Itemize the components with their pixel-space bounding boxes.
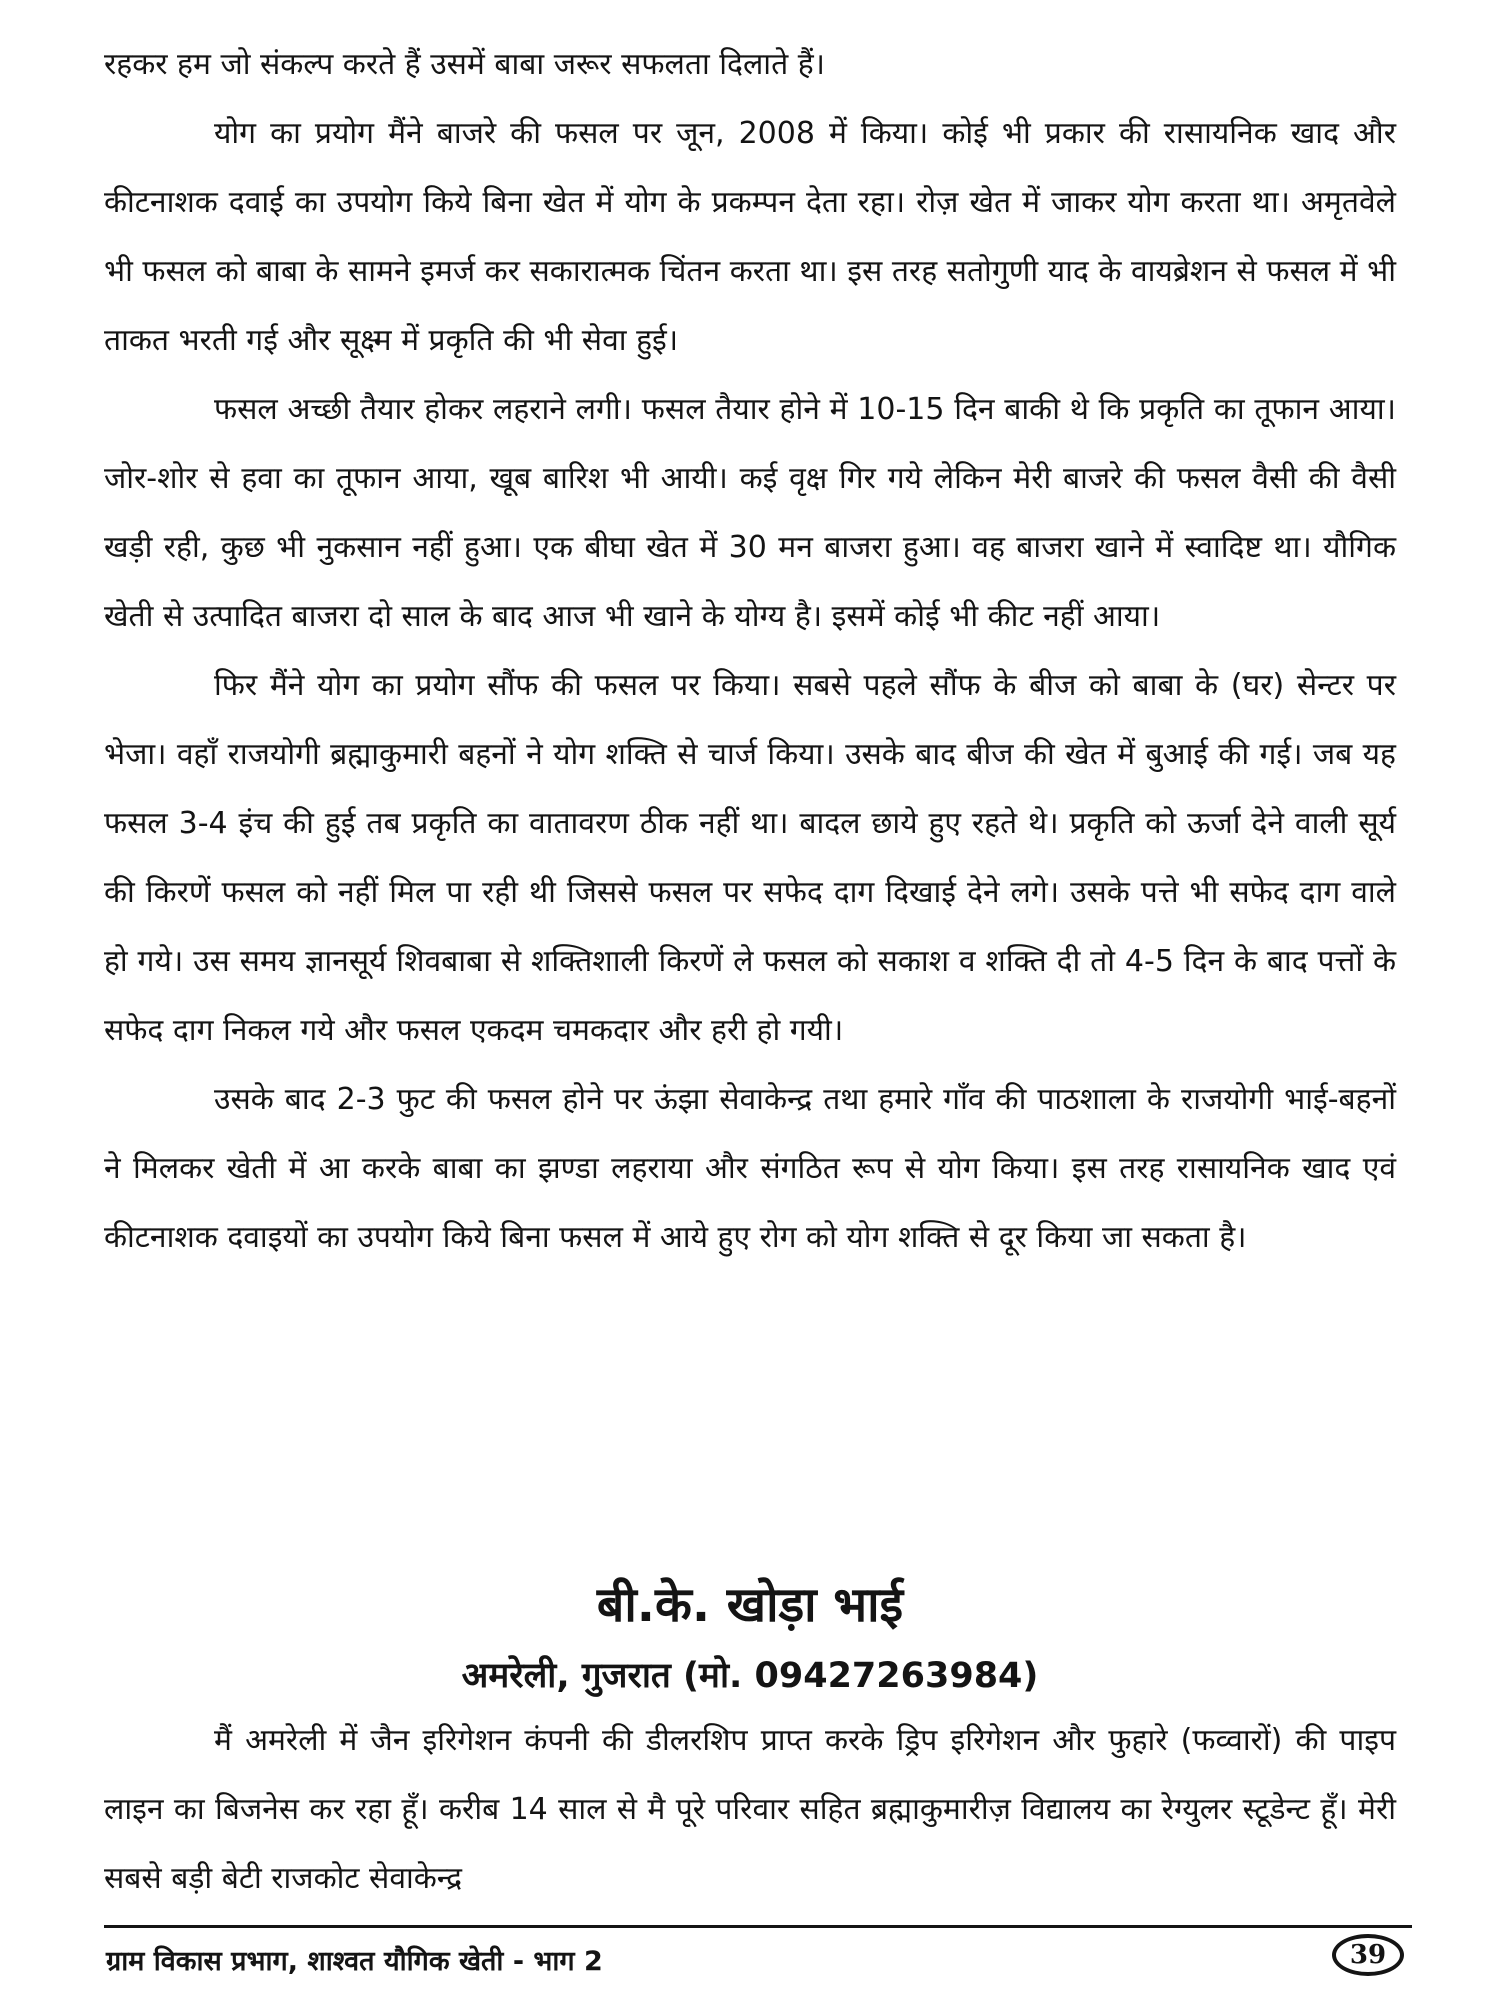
- paragraph-author-intro: मैं अमरेली में जैन इरिगेशन कंपनी की डीलरशिप प्राप्त करके ड्रिप इरिगेशन और फुहारे (फव्वारों) की पाइप लाइन का बिजनेस कर रहा हूँ। करीब 14 साल से मै पूरे परिवार सहित ब्रह्माकुमारीज़ विद्यालय का रेग्युलर स्टूडेन्ट हूँ। मेरी सबसे बड़ी बेटी राजकोट सेवाकेन्द्र: [104, 1723, 1396, 1896]
- author-place-subheading: अमरेली, गुजरात (मो. 09427263984): [461, 1656, 1039, 1696]
- article-body: [104, 30, 1396, 1272]
- page-number-badge: 39: [1332, 1934, 1404, 1976]
- footer-divider: [104, 1925, 1412, 1928]
- author-name-heading: बी.के. खोड़ा भाई: [596, 1577, 904, 1633]
- paragraph-fennel-experiment: फिर मैंने योग का प्रयोग सौंफ की फसल पर किया। सबसे पहले सौंफ के बीज को बाबा के (घर) सेन्टर पर भेजा। वहाँ राजयोगी ब्रह्माकुमारी बहनों ने योग शक्ति से चार्ज किया। उसके बाद बीज की खेत में बुआई की गई। जब यह फसल 3-4 इंच की हुई तब प्रकृति का वातावरण ठीक नहीं था। बादल छाये हुए रहते थे। प्रकृति को ऊर्जा देने वाली सूर्य की किरणें फसल को नहीं मिल पा रही थी जिससे फसल पर सफेद दाग दिखाई देने लगे। उसके पत्ते भी सफेद दाग वाले हो गये। उस समय ज्ञानसूर्य शिवबाबा से शक्तिशाली किरणें ले फसल को सकाश व शक्ति दी तो 4-5 दिन के बाद पत्तों के सफेद दाग निकल गये और फसल एकदम चमकदार और हरी हो गयी।: [104, 668, 1396, 1048]
- footer-publication-title: ग्राम विकास प्रभाग, शाश्वत यौगिक खेती - भाग 2: [106, 1946, 603, 1977]
- paragraph-bajra-experiment: योग का प्रयोग मैंने बाजरे की फसल पर जून, 2008 में किया। कोई भी प्रकार की रासायनिक खाद और कीटनाशक दवाई का उपयोग किये बिना खेत में योग के प्रकम्पन देता रहा। रोज़ खेत में जाकर योग करता था। अमृतवेले भी फसल को बाबा के सामने इमर्ज कर सकारात्मक चिंतन करता था। इस तरह सतोगुणी याद के वायब्रेशन से फसल में भी ताकत भरती गई और सूक्ष्म में प्रकृति की भी सेवा हुई।: [104, 116, 1396, 358]
- paragraph-continuation: रहकर हम जो संकल्प करते हैं उसमें बाबा जरूर सफलता दिलाते हैं।: [104, 47, 826, 82]
- author-section-body: [104, 1706, 1396, 1913]
- paragraph-storm: फसल अच्छी तैयार होकर लहराने लगी। फसल तैयार होने में 10-15 दिन बाकी थे कि प्रकृति का तूफान आया। जोर-शोर से हवा का तूफान आया, खूब बारिश भी आयी। कई वृक्ष गिर गये लेकिन मेरी बाजरे की फसल वैसी की वैसी खड़ी रही, कुछ भी नुकसान नहीं हुआ। एक बीघा खेत में 30 मन बाजरा हुआ। वह बाजरा खाने में स्वादिष्ट था। यौगिक खेती से उत्पादित बाजरा दो साल के बाद आज भी खाने के योग्य है। इसमें कोई भी कीट नहीं आया।: [104, 392, 1396, 634]
- paragraph-group-yoga: उसके बाद 2-3 फुट की फसल होने पर ऊंझा सेवाकेन्द्र तथा हमारे गाँव की पाठशाला के राजयोगी भाई-बहनों ने मिलकर खेती में आ करके बाबा का झण्डा लहराया और संगठित रूप से योग किया। इस तरह रासायनिक खाद एवं कीटनाशक दवाइयों का उपयोग किये बिना फसल में आये हुए रोग को योग शक्ति से दूर किया जा सकता है।: [104, 1082, 1396, 1255]
